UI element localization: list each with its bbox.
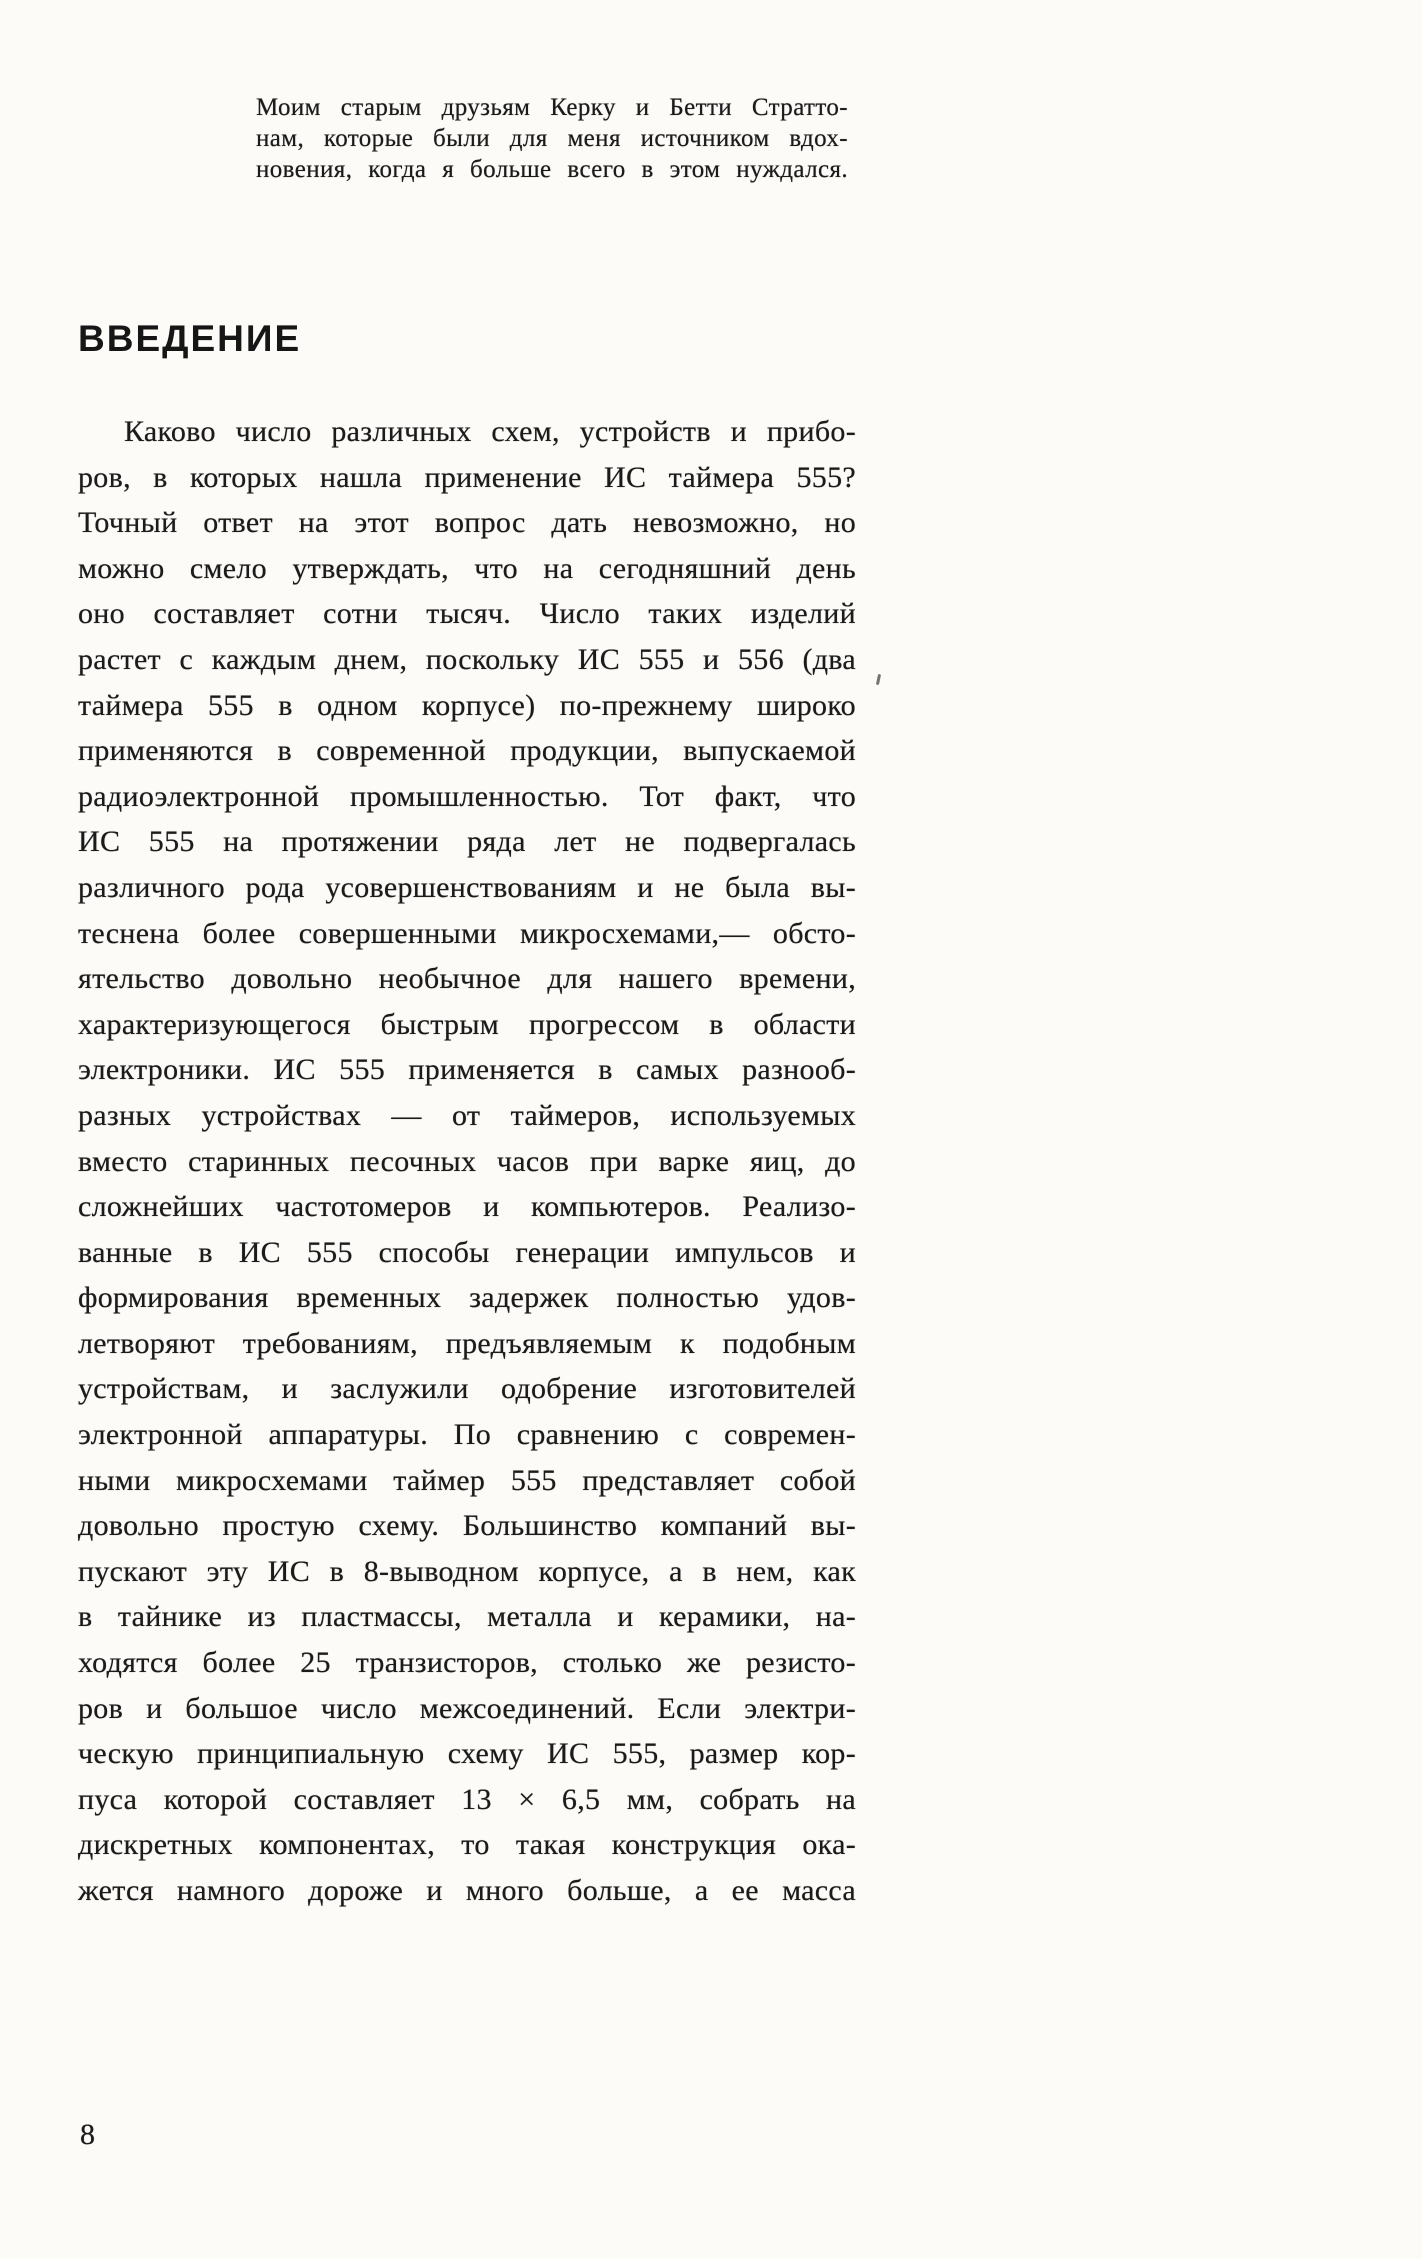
text-line: растет с каждым днем, поскольку ИС 555 и 556 (два: [78, 642, 856, 676]
text-line: ными микросхемами таймер 555 представляет собой: [78, 1463, 856, 1497]
text-line: Моим старым друзьям Керку и Бетти Стратто-: [256, 94, 848, 121]
text-line: Каково число различных схем, устройств и прибо-: [124, 415, 856, 448]
text-line: радиоэлектронной промышленностью. Тот факт, что: [78, 779, 856, 813]
page-number: 8: [80, 2118, 95, 2151]
text-line: довольно простую схему. Большинство компаний вы-: [78, 1509, 856, 1543]
text-line: новения, когда я больше всего в этом нуждался.: [256, 156, 848, 183]
text-line: ИС 555 на протяжении ряда лет не подвергалась: [78, 825, 856, 859]
text-line: ческую принципиальную схему ИС 555, размер кор-: [78, 1737, 856, 1771]
text-line: в тайнике из пластмассы, металла и керамики, на-: [78, 1600, 856, 1634]
text-line: можно смело утверждать, что на сегодняшний день: [78, 551, 856, 585]
text-line: разных устройствах — от таймеров, используемых: [78, 1098, 856, 1132]
text-line: характеризующегося быстрым прогрессом в области: [78, 1007, 856, 1041]
text-line: ходятся более 25 транзисторов, столько же резисто-: [78, 1646, 856, 1680]
text-line: оно составляет сотни тысяч. Число таких изделий: [78, 597, 856, 631]
text-line: различного рода усовершенствованиям и не была вы-: [78, 870, 856, 904]
text-line: ятельство довольно необычное для нашего времени,: [78, 962, 856, 996]
text-line: жется намного дороже и много больше, а ее масса: [78, 1874, 856, 1907]
chapter-heading: ВВЕДЕНИЕ: [78, 318, 302, 359]
body-paragraph: [78, 409, 856, 1914]
dedication-epigraph: [256, 92, 848, 185]
text-line: летворяют требованиям, предъявляемым к подобным: [78, 1326, 856, 1360]
text-line: применяются в современной продукции, выпускаемой: [78, 734, 856, 768]
scan-artifact-mark: [876, 674, 881, 685]
text-line: электронной аппаратуры. По сравнению с современ-: [78, 1418, 856, 1452]
text-line: устройствам, и заслужили одобрение изготовителей: [78, 1372, 856, 1406]
text-line: дискретных компонентах, то такая конструкция ока-: [78, 1828, 856, 1862]
text-line: Точный ответ на этот вопрос дать невозможно, но: [78, 506, 856, 540]
text-line: пуса которой составляет 13 × 6,5 мм, собрать на: [78, 1782, 856, 1816]
text-line: вместо старинных песочных часов при варке яиц, до: [78, 1144, 856, 1178]
text-line: сложнейших частотомеров и компьютеров. Реализо-: [78, 1190, 856, 1224]
text-line: ров, в которых нашла применение ИС таймера 555?: [78, 460, 856, 494]
text-line: формирования временных задержек полностью удов-: [78, 1281, 856, 1315]
text-line: нам, которые были для меня источником вдох-: [256, 125, 848, 152]
text-line: ванные в ИС 555 способы генерации импульсов и: [78, 1235, 856, 1269]
text-line: таймера 555 в одном корпусе) по-прежнему широко: [78, 688, 856, 722]
text-line: пускают эту ИС в 8-выводном корпусе, а в нем, как: [78, 1554, 856, 1588]
text-line: электроники. ИС 555 применяется в самых разнооб-: [78, 1053, 856, 1087]
text-line: ров и большое число межсоединений. Если электри-: [78, 1691, 856, 1725]
text-line: теснена более совершенными микросхемами,— обсто-: [78, 916, 856, 950]
